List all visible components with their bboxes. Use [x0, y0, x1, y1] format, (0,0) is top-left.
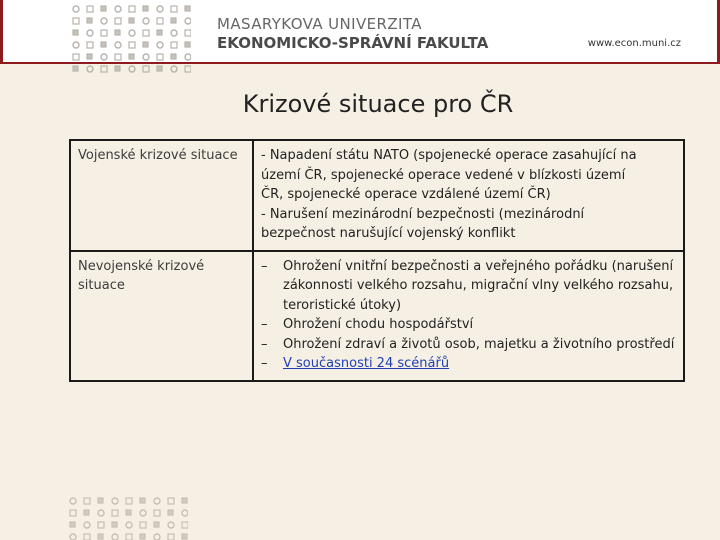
- logo-dot: [157, 18, 163, 24]
- logo-dot: [168, 498, 174, 504]
- scenarios-link[interactable]: V současnosti 24 scénářů: [283, 356, 450, 371]
- logo-dot: [168, 510, 173, 515]
- footer-logo-pattern-icon: [68, 496, 188, 540]
- list-dash: –: [261, 258, 268, 274]
- logo-dot: [182, 510, 188, 516]
- logo-dot: [154, 522, 159, 527]
- logo-dot: [129, 18, 134, 23]
- logo-dot: [143, 6, 148, 11]
- logo-dot: [70, 498, 76, 504]
- university-name: MASARYKOVA UNIVERZITA: [217, 15, 422, 33]
- faculty-name: EKONOMICKO-SPRÁVNÍ FAKULTA: [217, 34, 489, 52]
- logo-dot: [115, 66, 120, 71]
- logo-dot: [126, 522, 132, 528]
- logo-dot: [143, 18, 149, 24]
- logo-dot: [126, 510, 131, 515]
- logo-dot: [129, 6, 135, 12]
- logo-dot: [157, 42, 163, 48]
- logo-dot: [140, 534, 145, 539]
- logo-dot: [168, 522, 174, 528]
- logo-dot: [98, 510, 104, 516]
- list-item-text: Ohrožení zdraví a životů osob, majetku a životního prostředí: [283, 336, 675, 352]
- logo-dot: [126, 534, 132, 540]
- description-line: - Napadení státu NATO (spojenecké operace zasahující na: [261, 148, 637, 163]
- logo-dot: [101, 18, 107, 24]
- logo-dot: [182, 498, 187, 503]
- header-panel: [3, 0, 717, 62]
- website-url: www.econ.muni.cz: [587, 38, 681, 49]
- description-line: ČR, spojenecké operace vzdálené území ČR): [261, 187, 551, 202]
- table-row: [70, 251, 684, 381]
- logo-dot: [70, 522, 75, 527]
- logo-dot: [126, 498, 132, 504]
- logo-dot: [101, 66, 107, 72]
- logo-dot: [84, 510, 89, 515]
- logo-dot: [171, 30, 177, 36]
- row-label-military: Vojenské krizové situace: [70, 140, 253, 251]
- logo-dot: [98, 522, 104, 528]
- list-item: [261, 335, 677, 355]
- logo-dot: [185, 42, 190, 47]
- logo-dot: [101, 6, 106, 11]
- logo-dot: [140, 498, 145, 503]
- row-description-nonmilitary: [253, 251, 684, 381]
- logo-dot: [171, 54, 176, 59]
- list-item: [261, 354, 677, 374]
- logo-dot: [98, 534, 103, 539]
- logo-dot: [87, 6, 93, 12]
- logo-dot: [112, 498, 118, 504]
- header-band: [0, 0, 720, 64]
- table-row: [70, 140, 684, 251]
- row-label-nonmilitary: Nevojenské krizové situace: [70, 251, 253, 381]
- logo-dot: [112, 522, 117, 527]
- logo-dot: [87, 66, 93, 72]
- list-item: [261, 315, 677, 335]
- logo-dot: [101, 54, 107, 60]
- list-item-text: Ohrožení chodu hospodářství: [283, 317, 474, 332]
- logo-dot: [73, 18, 79, 24]
- list-dash: –: [261, 356, 268, 371]
- row-description-military: [253, 140, 684, 251]
- logo-dot: [157, 30, 162, 35]
- logo-dot: [171, 66, 177, 72]
- logo-dot: [154, 510, 160, 516]
- logo-dot: [112, 510, 118, 516]
- logo-dot: [129, 42, 135, 48]
- logo-dot: [87, 30, 93, 36]
- logo-dot: [154, 498, 160, 504]
- logo-dot: [140, 522, 146, 528]
- logo-dot: [101, 42, 106, 47]
- university-logo-pattern-icon: [71, 4, 191, 78]
- list-item-text: Ohrožení vnitřní bezpečnosti a veřejného pořádku (narušení zákonnosti velkého rozsahu, migrační vlny velkého rozsahu, teroristické útoky): [283, 258, 674, 313]
- logo-dot: [84, 534, 90, 540]
- list-dash: –: [261, 336, 268, 352]
- logo-dot: [129, 54, 134, 59]
- logo-dot: [143, 30, 149, 36]
- logo-dot: [73, 6, 79, 12]
- logo-dot: [87, 18, 92, 23]
- slide-title: Krizové situace pro ČR: [242, 90, 514, 118]
- logo-dot: [157, 66, 162, 71]
- logo-dot: [129, 30, 135, 36]
- logo-dot: [143, 54, 149, 60]
- list-item: [261, 257, 677, 316]
- logo-dot: [185, 30, 191, 36]
- logo-dot: [73, 42, 79, 48]
- logo-dot: [143, 42, 148, 47]
- logo-dot: [87, 42, 93, 48]
- description-line: bezpečnost narušující vojenský konflikt: [261, 226, 516, 241]
- logo-dot: [171, 18, 176, 23]
- logo-dot: [115, 42, 121, 48]
- logo-dot: [168, 534, 174, 540]
- logo-dot: [115, 30, 120, 35]
- logo-dot: [70, 510, 76, 516]
- logo-dot: [185, 18, 191, 24]
- logo-dot: [84, 522, 90, 528]
- logo-dot: [115, 18, 121, 24]
- list-dash: –: [261, 317, 268, 332]
- logo-dot: [70, 534, 76, 540]
- logo-dot: [84, 498, 90, 504]
- logo-dot: [112, 534, 118, 540]
- logo-dot: [157, 6, 163, 12]
- logo-dot: [143, 66, 149, 72]
- logo-dot: [115, 6, 121, 12]
- logo-dot: [171, 42, 177, 48]
- logo-dot: [182, 522, 188, 528]
- logo-dot: [171, 6, 177, 12]
- description-line: území ČR, spojenecké operace vedené v blízkosti území: [261, 167, 626, 183]
- logo-dot: [73, 54, 79, 60]
- logo-dot: [115, 54, 121, 60]
- logo-dot: [140, 510, 146, 516]
- logo-dot: [73, 30, 78, 35]
- logo-dot: [185, 66, 191, 72]
- logo-dot: [182, 534, 187, 539]
- logo-dot: [98, 498, 103, 503]
- description-line: - Narušení mezinárodní bezpečnosti (mezinárodní: [261, 206, 585, 222]
- logo-dot: [185, 54, 191, 60]
- logo-dot: [154, 534, 160, 540]
- logo-dot: [129, 66, 135, 72]
- crisis-table: [69, 139, 685, 382]
- logo-dot: [157, 54, 163, 60]
- logo-dot: [73, 66, 78, 71]
- logo-dot: [87, 54, 92, 59]
- logo-dot: [101, 30, 107, 36]
- logo-dot: [185, 6, 190, 11]
- threat-list: [261, 257, 677, 374]
